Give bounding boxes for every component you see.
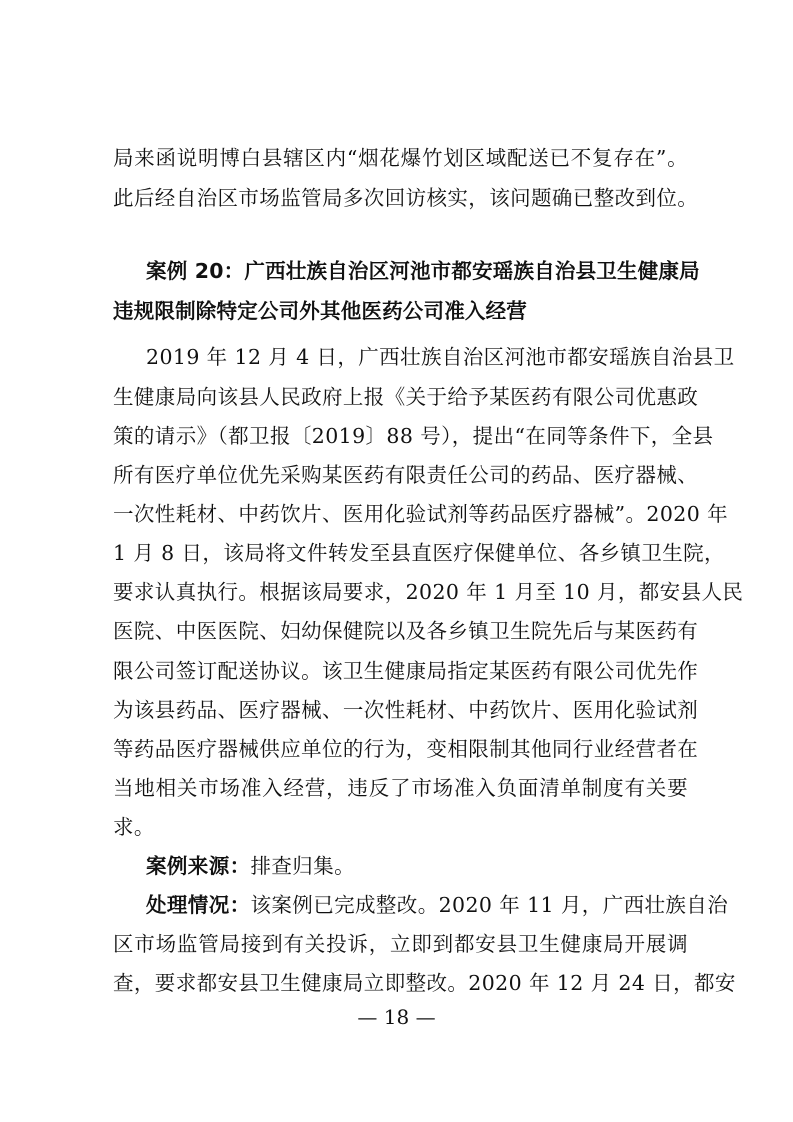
handling-line-2: 区市场监管局接到有关投诉，立即到都安县卫生健康局开展调: [113, 932, 688, 956]
body-line-3: 策的请示》（都卫报〔2019〕88 号），提出“在同等条件下，全县: [113, 424, 714, 448]
body-line-7: 要求认真执行。根据该局要求，2020 年 1 月至 10 月，都安县人民: [113, 580, 744, 604]
body-line-2: 生健康局向该县人民政府上报《关于给予某医药有限公司优惠政: [113, 385, 699, 409]
intro-line-1: 局来函说明博白县辖区内“烟花爆竹划区域配送已不复存在”。: [113, 146, 688, 170]
page-number: — 18 —: [357, 1005, 436, 1029]
case-title-line-2: 违规限制除特定公司外其他医药公司准入经营: [113, 299, 527, 323]
body-line-4: 所有医疗单位优先采购某医药有限责任公司的药品、医疗器械、: [113, 463, 699, 487]
body-line-11: 等药品医疗器械供应单位的行为，变相限制其他同行业经营者在: [113, 737, 699, 761]
body-line-8: 医院、中医医院、妇幼保健院以及各乡镇卫生院先后与某医药有: [113, 619, 699, 643]
body-line-13: 求。: [113, 815, 155, 839]
handling-text-1: 该案例已完成整改。2020 年 11 月，广西壮族自治: [250, 893, 729, 917]
body-line-10: 为该县药品、医疗器械、一次性耗材、中药饮片、医用化验试剂: [113, 698, 699, 722]
body-line-1: 2019 年 12 月 4 日，广西壮族自治区河池市都安瑶族自治县卫: [146, 345, 735, 369]
body-line-12: 当地相关市场准入经营，违反了市场准入负面清单制度有关要: [113, 776, 688, 800]
handling-line-1: [146, 890, 729, 920]
body-line-5: 一次性耗材、中药饮片、医用化验试剂等药品医疗器械”。2020 年: [113, 502, 728, 526]
case-source-text: 排查归集。: [250, 854, 355, 878]
handling-line-3: 查，要求都安县卫生健康局立即整改。2020 年 12 月 24 日，都安: [113, 971, 736, 995]
case-title-line-1: 案例 20：广西壮族自治区河池市都安瑶族自治县卫生健康局: [146, 259, 700, 283]
body-line-9: 限公司签订配送协议。该卫生健康局指定某医药有限公司优先作: [113, 659, 699, 683]
case-source: [146, 851, 688, 881]
intro-line-2: 此后经自治区市场监管局多次回访核实，该问题确已整改到位。: [113, 186, 699, 210]
handling-label: 处理情况：: [146, 893, 251, 917]
case-source-label: 案例来源：: [146, 854, 251, 878]
body-line-6: 1 月 8 日，该局将文件转发至县直医疗保健单位、各乡镇卫生院，: [113, 541, 725, 565]
